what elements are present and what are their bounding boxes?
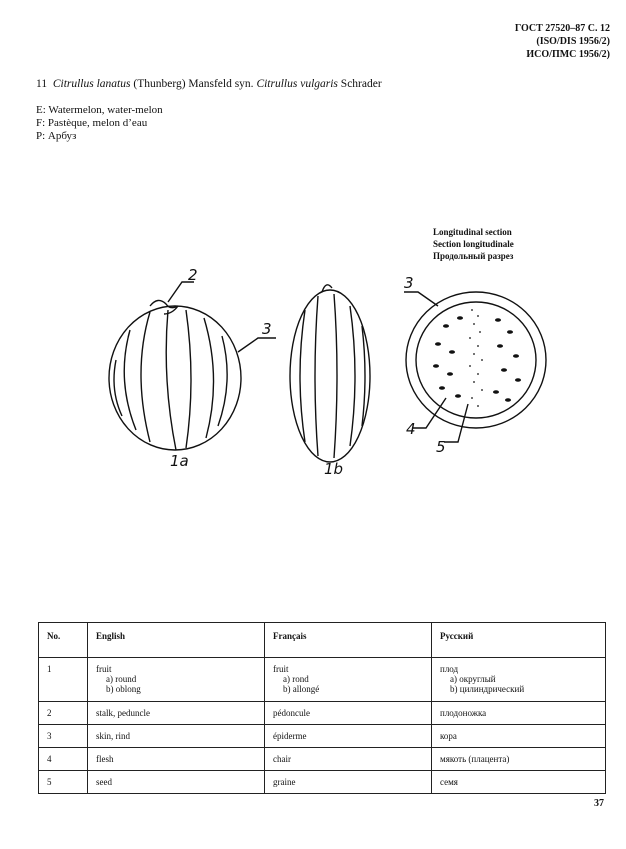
section-caption-en: Longitudinal section	[433, 227, 512, 237]
oblong-fruit-outline	[290, 290, 370, 462]
row-french: épiderme	[265, 725, 432, 748]
col-header-no: No.	[39, 623, 88, 658]
page-number: 37	[594, 798, 604, 809]
name-french: F: Pastèque, melon d’eau	[36, 117, 148, 129]
synonym-authority: Schrader	[340, 78, 382, 90]
callout-3-left: 3	[262, 320, 272, 338]
row-english: stalk, peduncle	[88, 702, 265, 725]
row-no: 5	[39, 771, 88, 794]
row-no: 2	[39, 702, 88, 725]
name-english: E: Watermelon, water-melon	[36, 104, 163, 116]
col-header-french: Français	[265, 623, 432, 658]
row-english: flesh	[88, 748, 265, 771]
col-header-russian: Русский	[432, 623, 606, 658]
row-english: fruit a) round b) oblong	[88, 658, 265, 702]
label-1b: 1b	[324, 460, 344, 478]
label-1a: 1a	[170, 452, 189, 470]
terms-table	[38, 622, 606, 794]
section-caption-fr: Section longitudinale	[433, 239, 514, 249]
table-row	[39, 748, 606, 771]
name-russian: P: Арбуз	[36, 130, 77, 142]
row-english: seed	[88, 771, 265, 794]
table-header-row	[39, 623, 606, 658]
round-fruit-outline	[109, 306, 241, 450]
header-standard: ГОСТ 27520–87 С. 12	[514, 23, 610, 34]
table-row	[39, 702, 606, 725]
section-caption	[433, 226, 514, 262]
row-french: fruit a) rond b) allongé	[265, 658, 432, 702]
entry-number: 11	[36, 78, 48, 90]
row-russian: плод а) округлый b) цилиндрический	[432, 658, 606, 702]
callout-5: 5	[436, 438, 446, 456]
callout-3-right: 3	[404, 274, 414, 292]
section-inner-flesh	[416, 302, 536, 418]
row-no: 1	[39, 658, 88, 702]
row-russian: плодоножка	[432, 702, 606, 725]
callout-2: 2	[188, 266, 198, 284]
table-row	[39, 725, 606, 748]
section-outer-rind	[406, 292, 546, 428]
row-no: 3	[39, 725, 88, 748]
table-row	[39, 771, 606, 794]
col-header-english: English	[88, 623, 265, 658]
row-french: chair	[265, 748, 432, 771]
table-row	[39, 658, 606, 702]
row-russian: мякоть (плацента)	[432, 748, 606, 771]
section-caption-ru: Продольный разрез	[433, 251, 514, 261]
row-russian: кора	[432, 725, 606, 748]
latin-name: Citrullus lanatus	[52, 78, 131, 90]
authority: (Thunberg) Mansfeld syn.	[133, 78, 254, 90]
synonym-name: Citrullus vulgaris	[256, 78, 338, 90]
row-russian: семя	[432, 771, 606, 794]
header-iso: (ISO/DIS 1956/2)	[536, 36, 610, 47]
row-french: pédoncule	[265, 702, 432, 725]
callout-4: 4	[406, 420, 416, 438]
row-no: 4	[39, 748, 88, 771]
header-iso-ru: ИСО/ПМС 1956/2)	[526, 49, 610, 60]
row-english: skin, rind	[88, 725, 265, 748]
row-french: graine	[265, 771, 432, 794]
